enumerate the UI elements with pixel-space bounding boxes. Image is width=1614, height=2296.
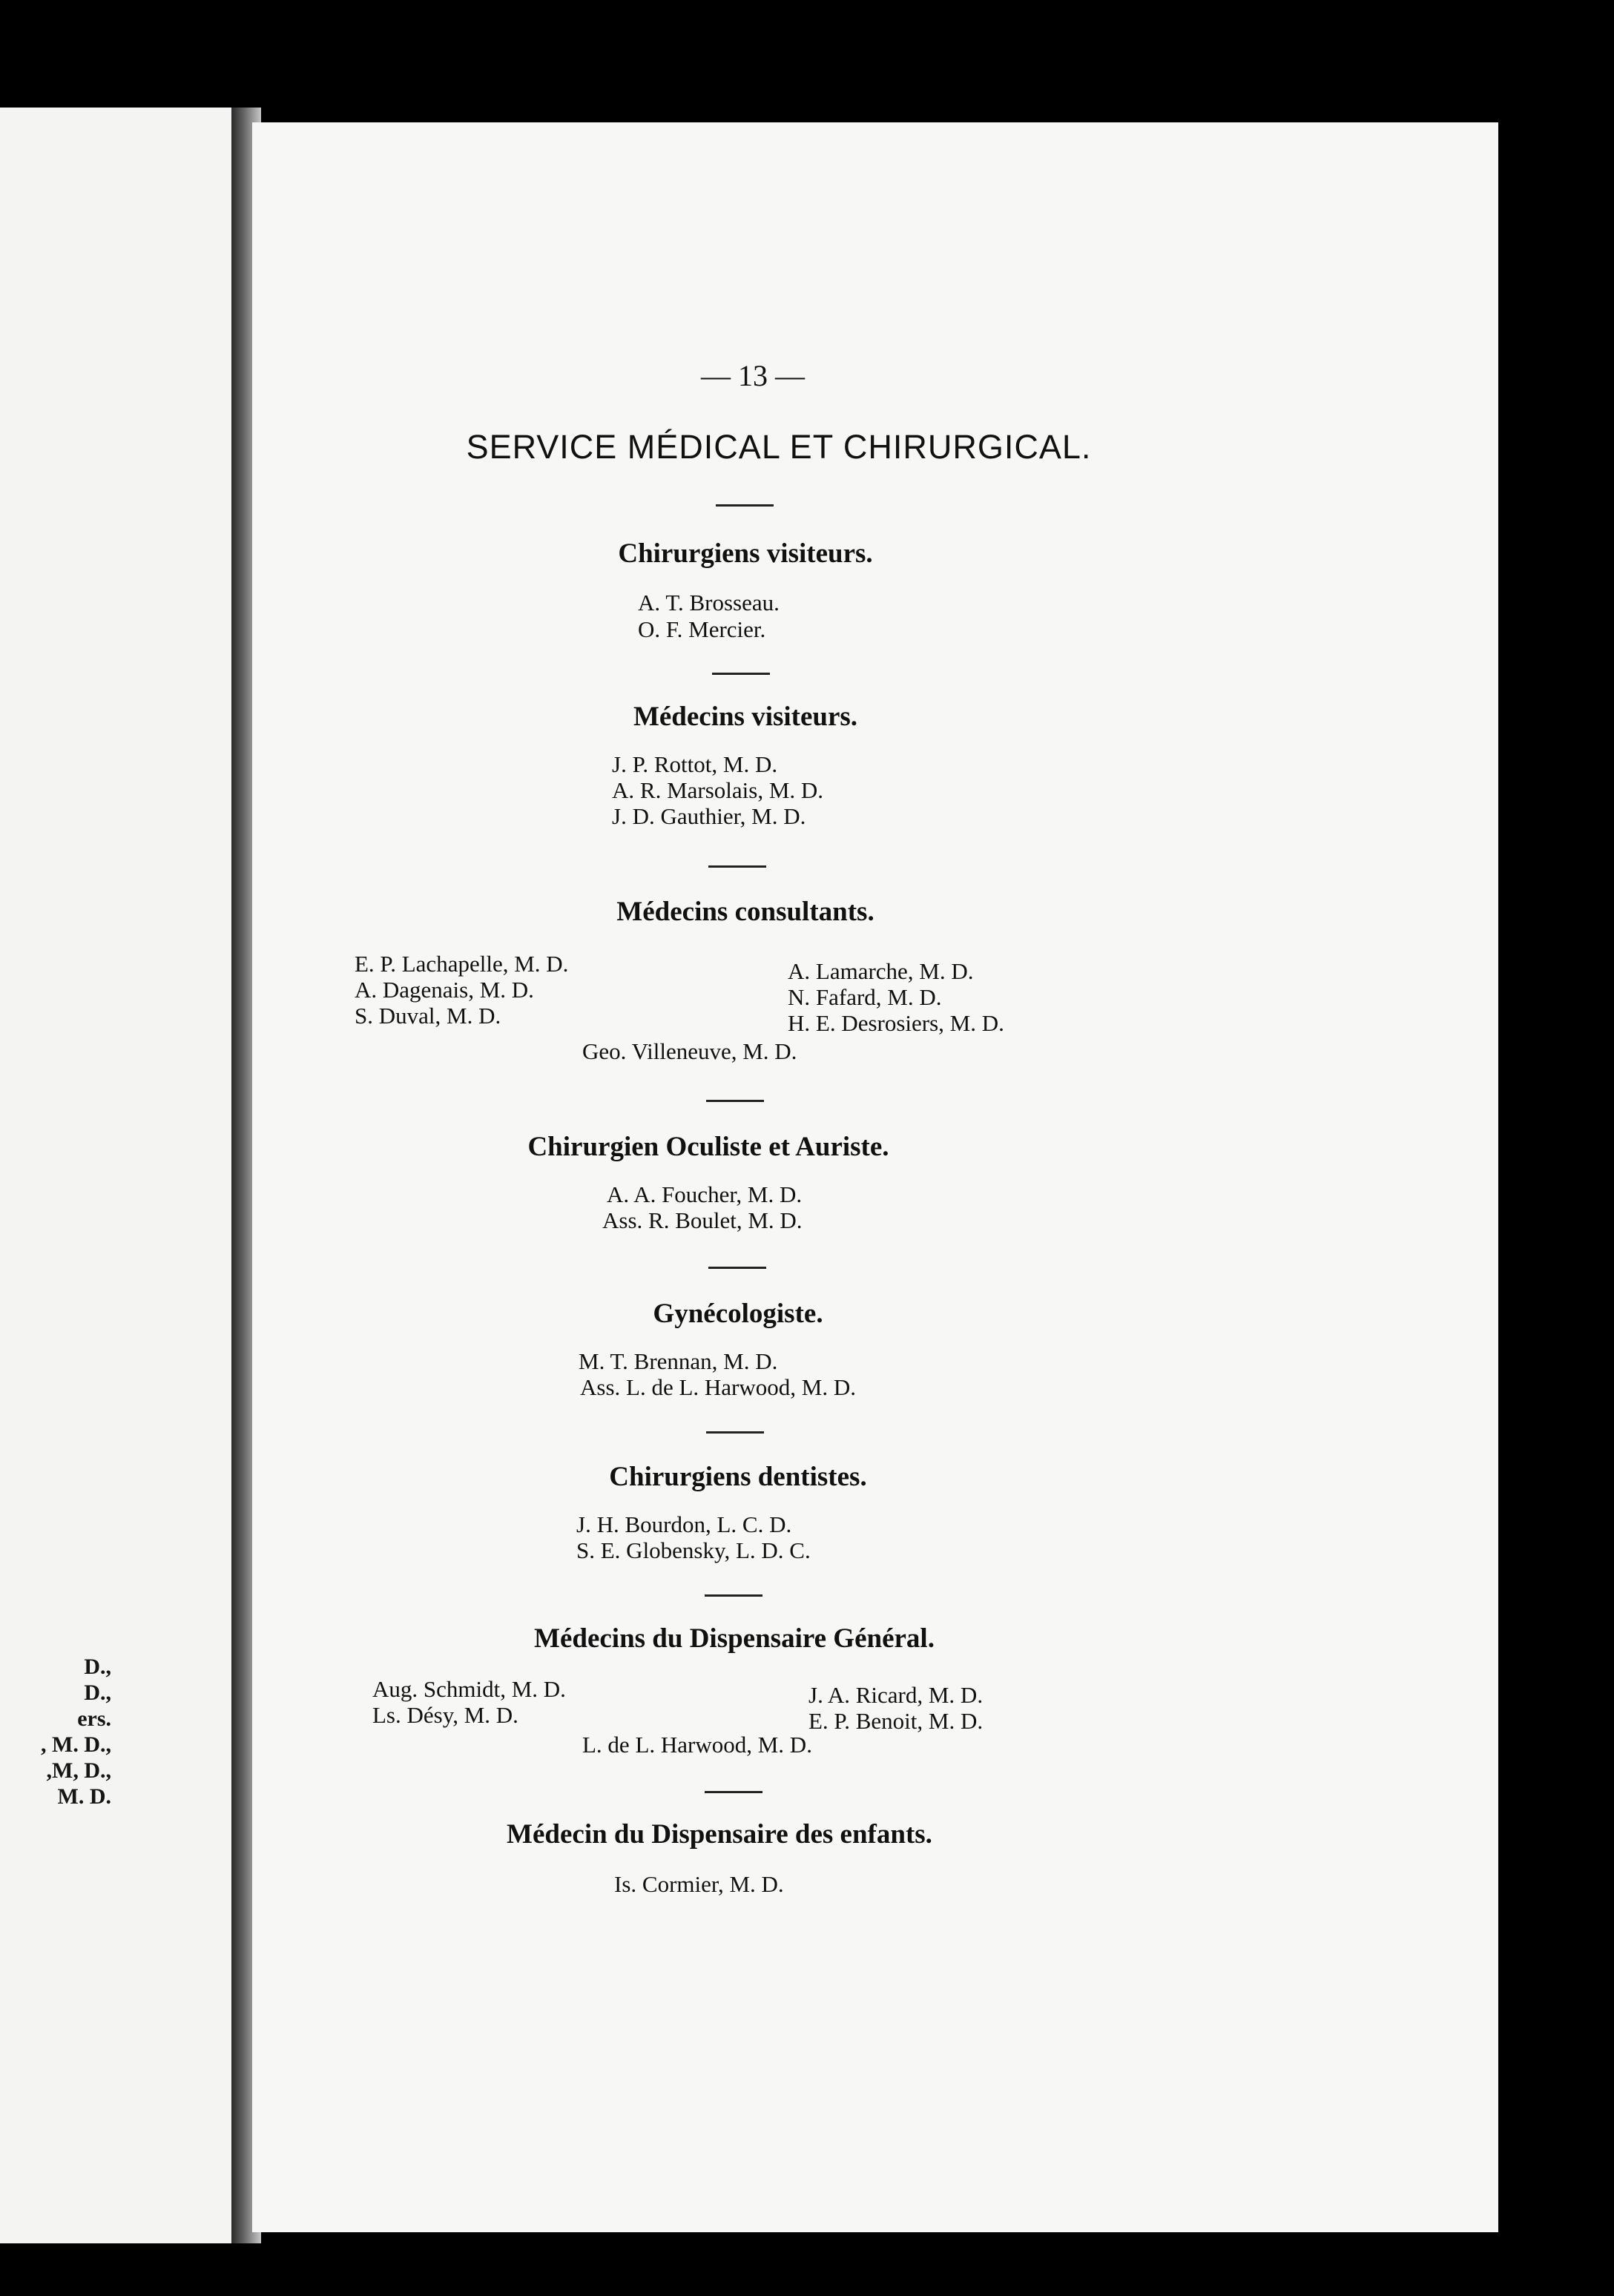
fragment-line: D.,	[84, 1655, 111, 1679]
section-heading: Chirurgien Oculiste et Auriste.	[527, 1132, 889, 1162]
staff-name: A. T. Brosseau.	[638, 590, 780, 616]
fragment-line: M. D.	[57, 1784, 111, 1809]
fragment-line: ers.	[77, 1706, 111, 1731]
staff-name: S. Duval, M. D.	[355, 1003, 501, 1029]
section-heading: Médecins visiteurs.	[633, 702, 858, 732]
divider	[705, 1791, 762, 1793]
staff-name: Geo. Villeneuve, M. D.	[582, 1038, 797, 1064]
section-heading: Médecins consultants.	[616, 897, 874, 927]
staff-name: Ls. Désy, M. D.	[372, 1702, 518, 1728]
page-number: — 13 —	[701, 359, 805, 392]
staff-name: E. P. Lachapelle, M. D.	[355, 951, 569, 977]
staff-name: J. H. Bourdon, L. C. D.	[576, 1511, 792, 1537]
staff-name: J. A. Ricard, M. D.	[808, 1682, 984, 1708]
staff-name: O. F. Mercier.	[638, 616, 766, 642]
staff-name: J. D. Gauthier, M. D.	[612, 803, 806, 829]
staff-name: H. E. Desrosiers, M. D.	[788, 1010, 1004, 1036]
staff-name: J. P. Rottot, M. D.	[612, 751, 778, 777]
staff-name: A. Lamarche, M. D.	[788, 958, 974, 984]
fragment-line: , M. D.,	[41, 1732, 111, 1757]
staff-name: A. Dagenais, M. D.	[355, 977, 534, 1003]
divider	[706, 1100, 764, 1102]
staff-name: S. E. Globensky, L. D. C.	[576, 1537, 811, 1563]
divider	[716, 504, 774, 507]
staff-name: L. de L. Harwood, M. D.	[582, 1732, 812, 1758]
divider	[705, 1594, 762, 1597]
staff-name: A. A. Foucher, M. D.	[607, 1181, 803, 1207]
staff-name: Ass. L. de L. Harwood, M. D.	[580, 1374, 856, 1400]
section-heading: Chirurgiens dentistes.	[609, 1462, 867, 1492]
staff-name: A. R. Marsolais, M. D.	[612, 777, 824, 803]
left-page-text-fragment	[0, 1654, 111, 1810]
staff-name: N. Fafard, M. D.	[788, 984, 942, 1010]
fragment-line: ,M, D.,	[46, 1758, 111, 1783]
staff-name: Aug. Schmidt, M. D.	[372, 1676, 566, 1702]
divider	[712, 673, 770, 675]
divider	[706, 1431, 764, 1434]
staff-name: M. T. Brennan, M. D.	[579, 1348, 778, 1374]
staff-name: Is. Cormier, M. D.	[614, 1871, 784, 1897]
page-title: SERVICE MÉDICAL ET CHIRURGICAL.	[466, 428, 1092, 466]
divider	[708, 865, 766, 868]
staff-name: E. P. Benoit, M. D.	[808, 1708, 984, 1734]
section-heading: Chirurgiens visiteurs.	[618, 538, 873, 569]
section-heading: Médecin du Dispensaire des enfants.	[507, 1819, 932, 1850]
section-heading: Médecins du Dispensaire Général.	[534, 1623, 935, 1654]
staff-name: Ass. R. Boulet, M. D.	[602, 1207, 803, 1233]
divider	[708, 1267, 766, 1269]
section-heading: Gynécologiste.	[653, 1299, 823, 1329]
left-page	[0, 108, 231, 2243]
right-page	[252, 122, 1498, 2232]
fragment-line: D.,	[84, 1680, 111, 1705]
